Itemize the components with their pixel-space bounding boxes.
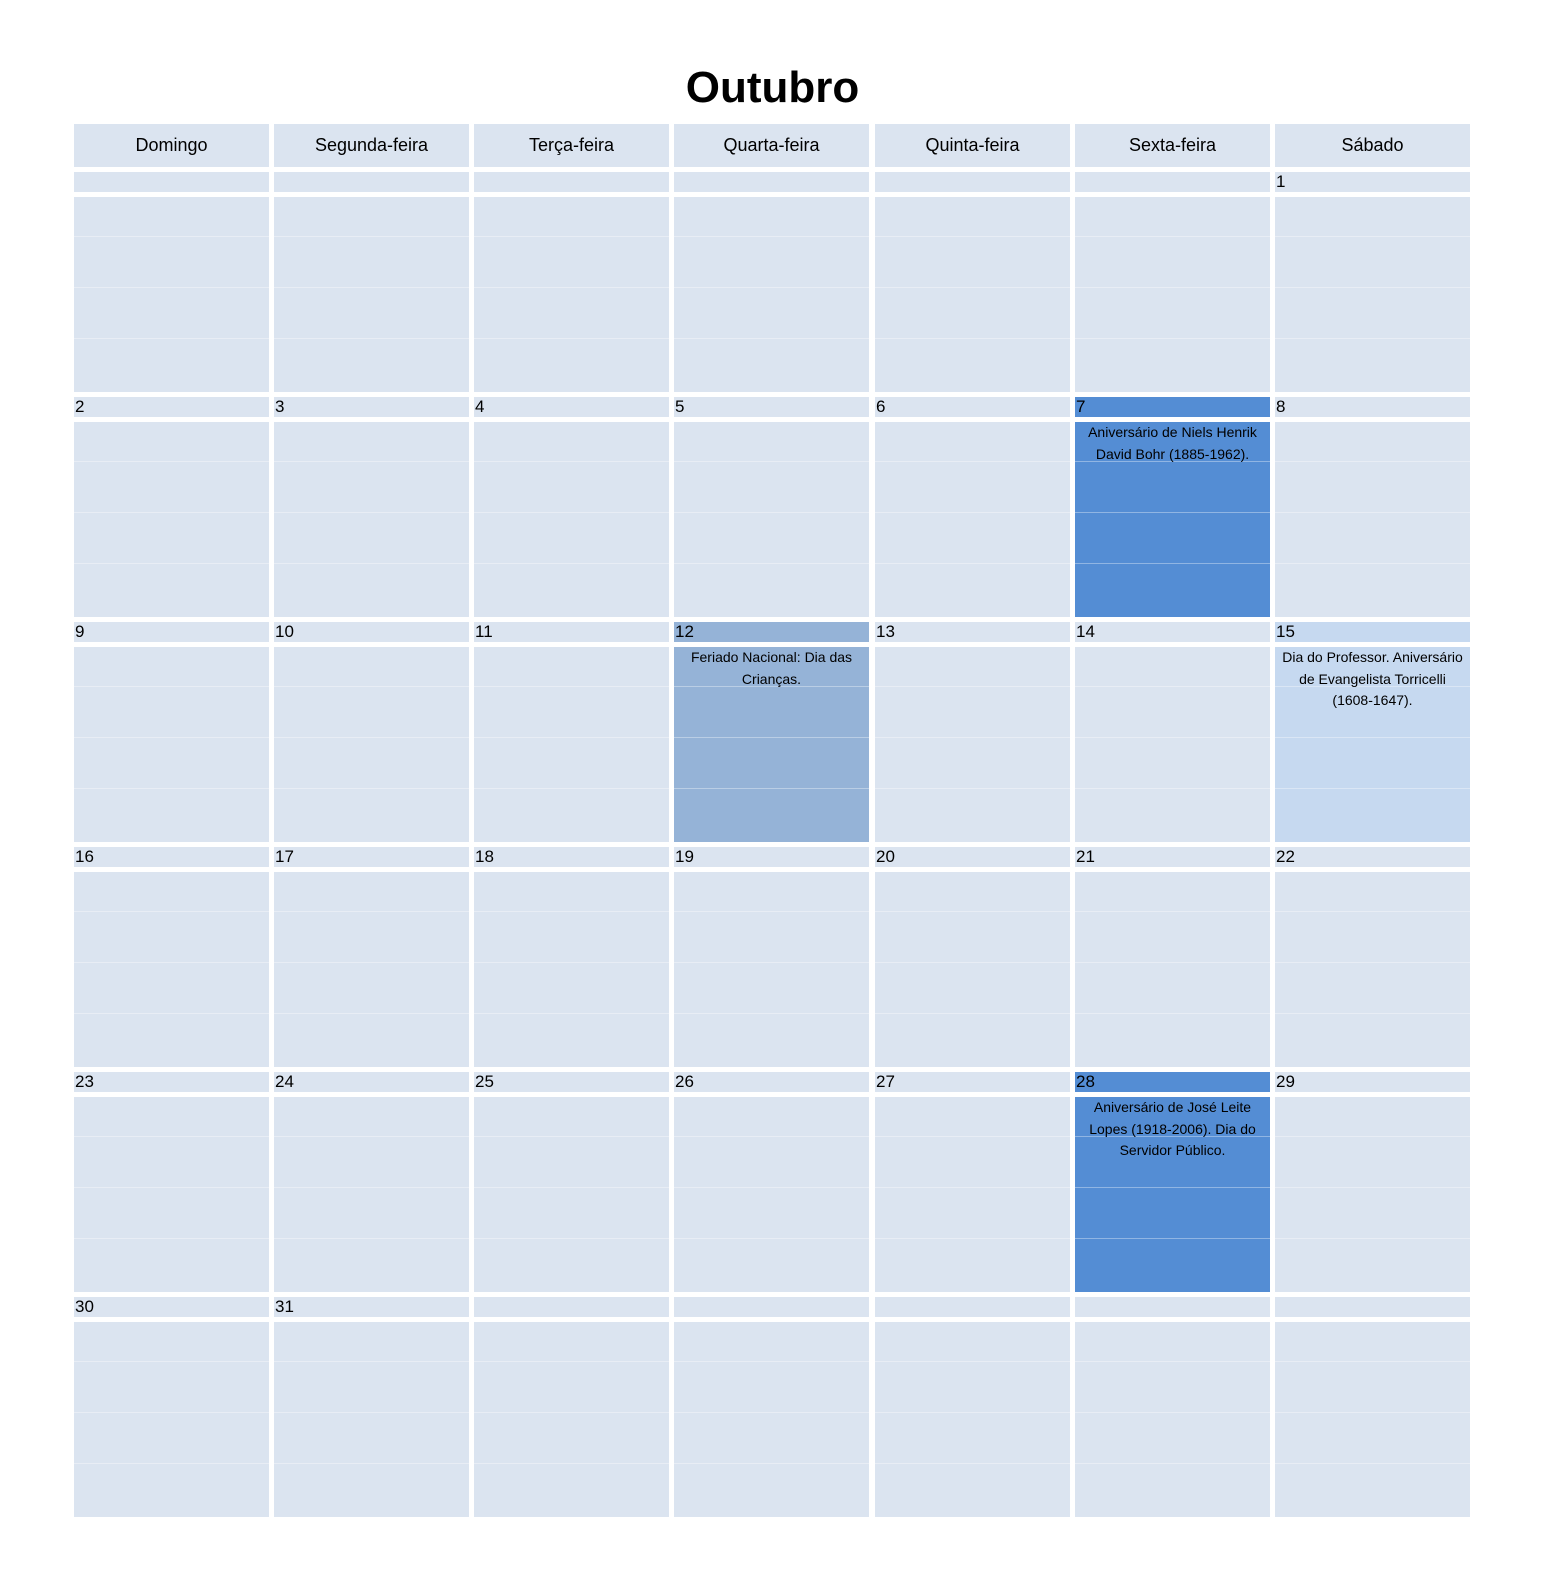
event-note: Feriado Nacional: Dia das Crianças. bbox=[690, 649, 853, 687]
day-cell[interactable] bbox=[474, 197, 669, 392]
day-number bbox=[474, 1297, 669, 1317]
day-cell[interactable] bbox=[875, 647, 1070, 842]
day-cell[interactable] bbox=[274, 1097, 469, 1292]
day-number: 11 bbox=[474, 622, 669, 642]
day-cell[interactable] bbox=[1075, 422, 1270, 617]
day-cell[interactable] bbox=[875, 872, 1070, 1067]
day-cell[interactable] bbox=[74, 1322, 269, 1517]
day-number: 20 bbox=[875, 847, 1070, 867]
day-number: 23 bbox=[74, 1072, 269, 1092]
day-cell[interactable] bbox=[1075, 197, 1270, 392]
day-number bbox=[474, 172, 669, 192]
day-number: 16 bbox=[74, 847, 269, 867]
weekday-header-row bbox=[74, 124, 1472, 167]
day-cell[interactable] bbox=[1275, 422, 1470, 617]
day-cell[interactable] bbox=[474, 422, 669, 617]
day-cell[interactable] bbox=[1075, 872, 1270, 1067]
day-number: 19 bbox=[674, 847, 869, 867]
day-number bbox=[674, 172, 869, 192]
day-number: 30 bbox=[74, 1297, 269, 1317]
day-cell[interactable] bbox=[274, 422, 469, 617]
day-number: 25 bbox=[474, 1072, 669, 1092]
day-cell[interactable] bbox=[875, 1097, 1070, 1292]
day-cell[interactable] bbox=[474, 1097, 669, 1292]
day-number: 1 bbox=[1275, 172, 1470, 192]
day-number bbox=[674, 1297, 869, 1317]
day-number: 4 bbox=[474, 397, 669, 417]
day-cell[interactable] bbox=[474, 872, 669, 1067]
day-number: 29 bbox=[1275, 1072, 1470, 1092]
day-number: 7 bbox=[1075, 397, 1270, 417]
week-row bbox=[74, 397, 1472, 617]
day-cell[interactable] bbox=[875, 197, 1070, 392]
day-number bbox=[74, 172, 269, 192]
day-number bbox=[1275, 1297, 1470, 1317]
day-cell[interactable] bbox=[875, 1322, 1070, 1517]
weekday-header: Sexta-feira bbox=[1075, 124, 1270, 167]
day-number: 21 bbox=[1075, 847, 1270, 867]
day-cell[interactable] bbox=[474, 1322, 669, 1517]
weekday-header: Terça-feira bbox=[474, 124, 669, 167]
event-note: Aniversário de Niels Henrik David Bohr (1885-1962). bbox=[1088, 424, 1257, 462]
weekday-header: Segunda-feira bbox=[274, 124, 469, 167]
day-number bbox=[274, 172, 469, 192]
day-number bbox=[875, 172, 1070, 192]
day-number: 18 bbox=[474, 847, 669, 867]
day-cell[interactable] bbox=[74, 872, 269, 1067]
day-cell[interactable] bbox=[274, 197, 469, 392]
day-cell[interactable] bbox=[674, 1322, 869, 1517]
day-cell[interactable] bbox=[1075, 1097, 1270, 1292]
day-number: 28 bbox=[1075, 1072, 1270, 1092]
day-cell[interactable] bbox=[674, 1097, 869, 1292]
day-number: 12 bbox=[674, 622, 869, 642]
week-row bbox=[74, 1072, 1472, 1292]
day-number: 8 bbox=[1275, 397, 1470, 417]
day-number: 27 bbox=[875, 1072, 1070, 1092]
weekday-header: Sábado bbox=[1275, 124, 1470, 167]
week-row bbox=[74, 172, 1472, 392]
day-cell[interactable] bbox=[1075, 647, 1270, 842]
day-cell[interactable] bbox=[274, 647, 469, 842]
day-cell[interactable] bbox=[674, 197, 869, 392]
weekday-header: Domingo bbox=[74, 124, 269, 167]
week-row bbox=[74, 847, 1472, 1067]
day-number: 22 bbox=[1275, 847, 1470, 867]
day-cell[interactable] bbox=[1275, 197, 1470, 392]
day-cell[interactable] bbox=[474, 647, 669, 842]
day-number bbox=[1075, 1297, 1270, 1317]
day-number: 26 bbox=[674, 1072, 869, 1092]
day-number bbox=[875, 1297, 1070, 1317]
page-title: Outubro bbox=[685, 63, 860, 112]
day-number: 15 bbox=[1275, 622, 1470, 642]
day-cell[interactable] bbox=[1275, 1097, 1470, 1292]
day-cell[interactable] bbox=[74, 197, 269, 392]
day-number: 10 bbox=[274, 622, 469, 642]
day-cell[interactable] bbox=[74, 647, 269, 842]
day-cell[interactable] bbox=[1275, 872, 1470, 1067]
event-note: Aniversário de José Leite Lopes (1918-2006). Dia do Servidor Público. bbox=[1089, 1099, 1256, 1158]
day-cell[interactable] bbox=[674, 422, 869, 617]
day-cell[interactable] bbox=[74, 1097, 269, 1292]
day-cell[interactable] bbox=[1075, 1322, 1270, 1517]
day-cell[interactable] bbox=[674, 872, 869, 1067]
day-cell[interactable] bbox=[1275, 1322, 1470, 1517]
day-cell[interactable] bbox=[674, 647, 869, 842]
weekday-header: Quarta-feira bbox=[674, 124, 869, 167]
week-row bbox=[74, 1297, 1472, 1517]
day-number: 5 bbox=[674, 397, 869, 417]
weekday-header: Quinta-feira bbox=[875, 124, 1070, 167]
day-cell[interactable] bbox=[1275, 647, 1470, 842]
day-number: 24 bbox=[274, 1072, 469, 1092]
day-number: 31 bbox=[274, 1297, 469, 1317]
week-row bbox=[74, 622, 1472, 842]
day-number: 17 bbox=[274, 847, 469, 867]
day-number: 9 bbox=[74, 622, 269, 642]
day-cell[interactable] bbox=[74, 422, 269, 617]
day-number: 13 bbox=[875, 622, 1070, 642]
day-cell[interactable] bbox=[875, 422, 1070, 617]
day-number: 6 bbox=[875, 397, 1070, 417]
day-number: 2 bbox=[74, 397, 269, 417]
day-number bbox=[1075, 172, 1270, 192]
day-number: 14 bbox=[1075, 622, 1270, 642]
event-note: Dia do Professor. Aniversário de Evangelista Torricelli (1608-1647). bbox=[1282, 649, 1463, 708]
day-number: 3 bbox=[274, 397, 469, 417]
day-cell[interactable] bbox=[274, 1322, 469, 1517]
day-cell[interactable] bbox=[274, 872, 469, 1067]
